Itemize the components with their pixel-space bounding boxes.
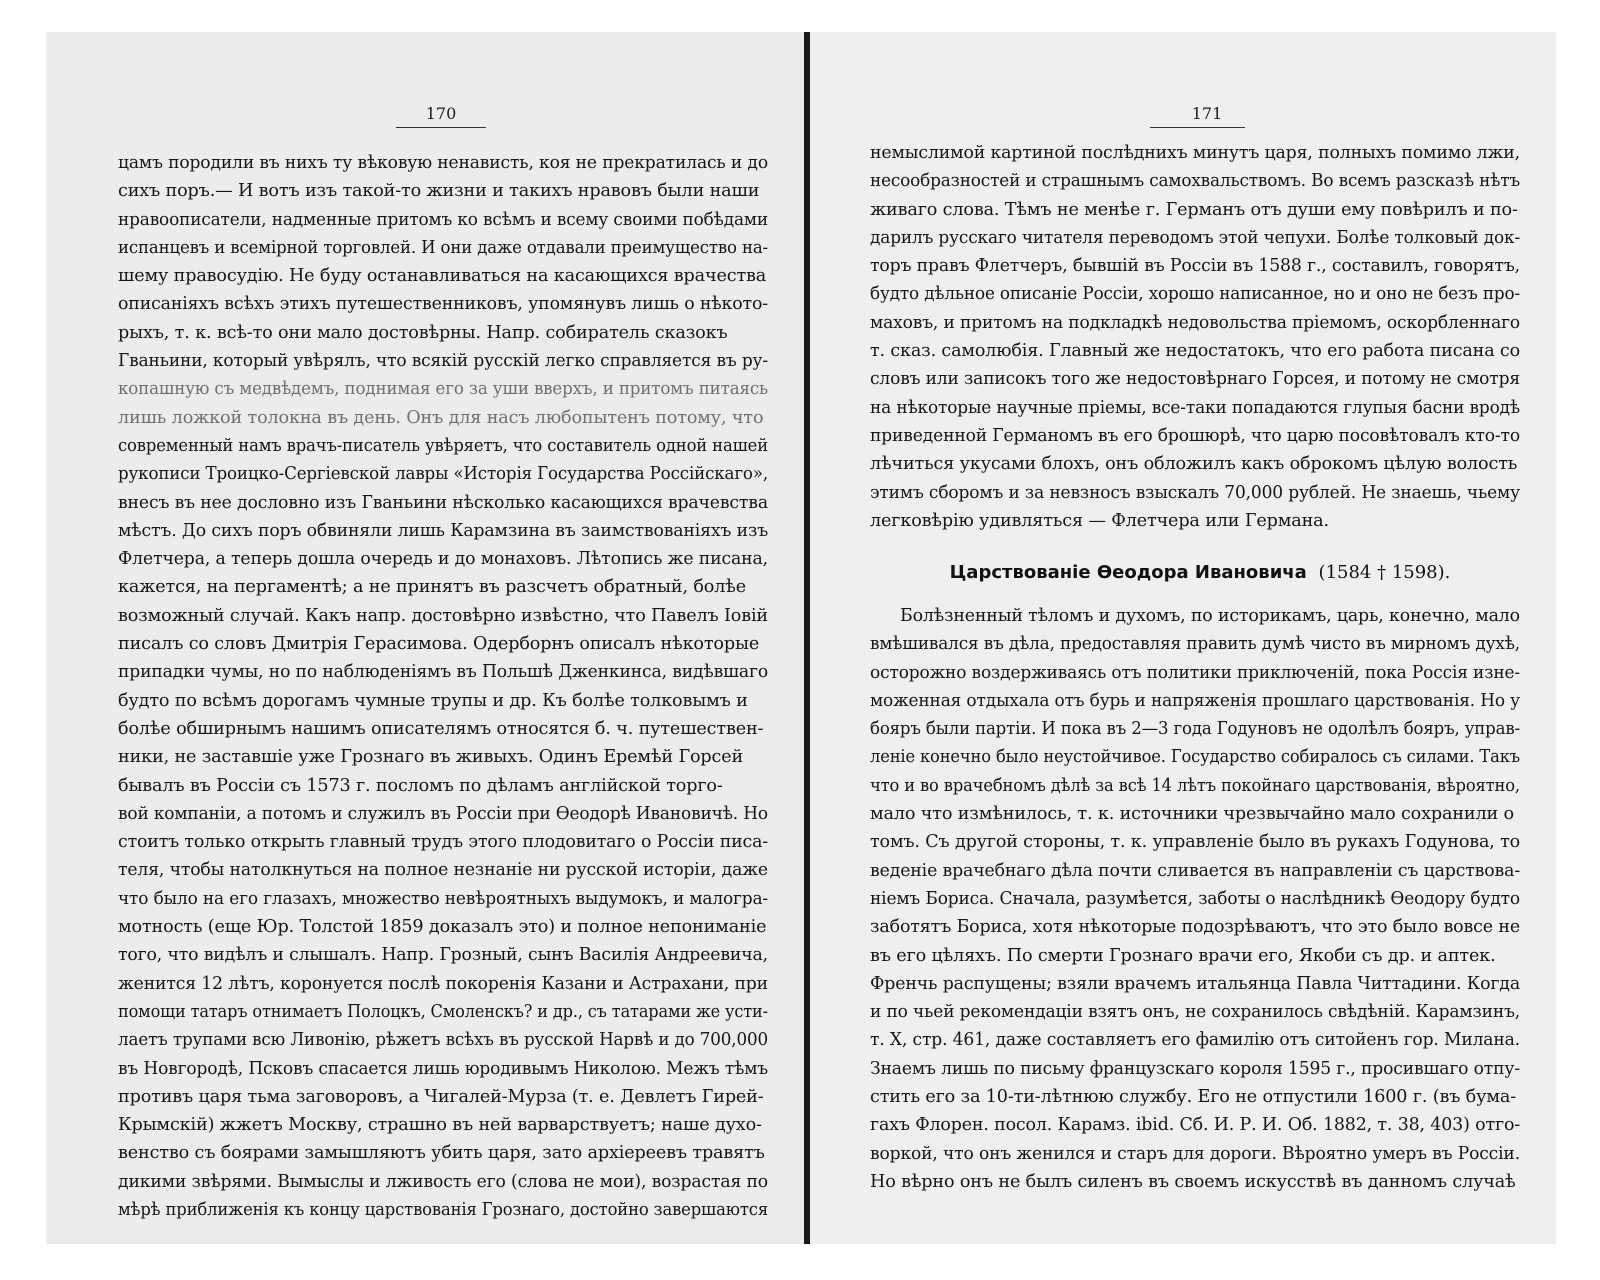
text-line: словъ или записокъ того же недостовѣрнаго Горсея, и потому не смотря	[870, 369, 1520, 390]
text-line: ники, не заставшіе уже Грознаго въ живыхъ. Одинъ Еремѣй Горсей	[118, 747, 744, 768]
text-line: въ его цѣляхъ. По смерти Грознаго врачи его, Якоби съ др. и аптек.	[870, 945, 1496, 966]
text-line: торъ правъ Флетчеръ, бывшій въ Россіи въ 1588 г., составилъ, говорятъ,	[870, 256, 1520, 277]
text-line: припадки чумы, но по наблюденіямъ въ Польшѣ Дженкинса, видѣвшаго	[118, 662, 769, 683]
section-heading-dates: (1584 † 1598).	[1318, 562, 1451, 583]
book-scan	[46, 32, 1556, 1244]
right-page	[810, 32, 1556, 1244]
text-line: что и во врачебномъ дѣлѣ за всѣ 14 лѣтъ покойнаго царствованія, вѣроятно,	[870, 775, 1520, 796]
text-line: кажется, на пергаментѣ; а не принятъ въ разсчетъ обратный, болѣе	[118, 577, 746, 598]
text-line: нравоописатели, надменные притомъ ко всѣмъ и всему своими побѣдами	[118, 209, 769, 230]
text-line: венство съ боярами замышляютъ убить царя, зато архіереевъ травятъ	[118, 1143, 765, 1164]
text-line: помощи татаръ отнимаетъ Полоцкъ, Смоленскъ? и др., съ татарами же усти-	[118, 1001, 768, 1022]
text-line: лаетъ трупами всю Ливонію, рѣжетъ всѣхъ въ русской Нарвѣ и до 700,000	[118, 1030, 768, 1051]
text-line: Флетчера, а теперь дошла очередь и до монаховъ. Лѣтопись же писана,	[118, 549, 769, 570]
text-line: дарилъ русскаго читателя переводомъ этой чепухи. Болѣе толковый док-	[870, 227, 1521, 248]
left-page-text	[118, 149, 768, 1224]
text-line: бывалъ въ Россіи съ 1573 г. посломъ по дѣламъ англійской торго-	[118, 775, 723, 796]
text-line: вмѣшивался въ дѣла, предоставляя править думѣ чисто въ мирномъ духѣ,	[870, 634, 1521, 655]
text-line: моженная отдыхала отъ бурь и напряженія прошлаго царствованія. Но у	[870, 690, 1521, 711]
text-line: томъ. Съ другой стороны, т. к. управленіе было въ рукахъ Годунова, то	[870, 832, 1521, 853]
section-heading	[880, 562, 1520, 583]
text-line: мѣрѣ приближенія къ концу царствованія Грознаго, достойно завершаются	[118, 1199, 769, 1220]
text-line: Френчь распущены; взяли врачемъ итальянца Павла Читтадини. Когда	[870, 973, 1521, 994]
text-line: противъ царя тьма заговоровъ, а Чигалей-Мурза (т. е. Девлетъ Гирей-	[118, 1086, 764, 1107]
text-line: того, что видѣлъ и слышалъ. Напр. Грозный, сынъ Василія Андреевича,	[118, 945, 769, 966]
text-line: мало что измѣнилось, т. к. источники чрезвычайно мало сохранили о	[870, 804, 1514, 825]
page-number: 170	[425, 104, 457, 123]
text-line: живаго слова. Тѣмъ не менѣе г. Германъ отъ души ему повѣрилъ и по-	[870, 199, 1518, 220]
text-line: бояръ были партіи. И пока въ 2—3 года Годуновъ не одолѣлъ бояръ, управ-	[870, 719, 1520, 740]
text-line: болѣе обширнымъ нашимъ описателямъ относятся б. ч. путешествен-	[118, 718, 764, 739]
text-line: сихъ поръ.— И вотъ изъ такой-то жизни и такихъ нравовъ были наши	[118, 181, 760, 202]
text-line: лишь ложкой толокна въ день. Онъ для насъ любопытенъ потому, что	[118, 407, 764, 428]
text-line: испанцевъ и всемірной торговлей. И они даже отдавали преимущество на-	[118, 237, 769, 258]
text-line: веденіе врачебнаго дѣла почти сливается въ направленіи съ царствова-	[870, 860, 1521, 881]
text-line: легковѣрію удивляться — Флетчера или Германа.	[870, 510, 1329, 531]
text-line: вой компаніи, а потомъ и служилъ въ Россіи при Ѳеодорѣ Ивановичѣ. Но	[118, 803, 768, 824]
page-number-rule	[1150, 127, 1245, 128]
text-line: лѣчиться укусами блохъ, онъ обложилъ какъ оброкомъ цѣлую волость	[870, 454, 1518, 475]
left-page	[46, 32, 804, 1244]
text-line: стить его за 10-ти-лѣтнюю службу. Его не отпустили 1600 г. (въ бума-	[870, 1087, 1516, 1108]
text-line: шему правосудію. Не буду останавливаться на касающихся врачества	[118, 266, 767, 287]
text-line: современный намъ врачъ-писатель увѣряетъ, что составитель одной нашей	[118, 435, 769, 456]
text-line: Но вѣрно онъ не былъ силенъ въ своемъ искусствѣ въ данномъ случаѣ	[870, 1171, 1516, 1192]
text-line: дикими звѣрями. Вымыслы и лживость его (слова не мои), возрастая по	[118, 1171, 768, 1192]
text-line: заботятъ Бориса, хотя нѣкоторые подозрѣваютъ, что это было вовсе не	[870, 917, 1521, 938]
right-page-text-before-heading	[870, 139, 1520, 535]
text-line: копашную съ медвѣдемъ, поднимая его за уши вверхъ, и притомъ питаясь	[118, 379, 768, 400]
text-line: стоитъ только открыть главный трудъ этого плодовитаго о Россіи писа-	[118, 832, 768, 853]
text-line: въ Новгородѣ, Псковъ спасается лишь юродивымъ Николою. Межъ тѣмъ	[118, 1058, 769, 1079]
text-line: леніе конечно было неустойчивое. Государство собиралось съ силами. Такъ	[870, 747, 1520, 768]
text-line: и по чьей рекомендаціи взятъ онъ, не сохранилось свѣдѣній. Карамзинъ,	[870, 1002, 1521, 1023]
text-line: гахъ Флорен. посол. Карамз. ibid. Сб. И. Р. И. Об. 1882, т. 38, 403) отго-	[870, 1115, 1521, 1136]
text-line: будто по всѣмъ дорогамъ чумные трупы и др. Къ болѣе толковымъ и	[118, 690, 748, 711]
text-line: рукописи Троицко-Сергіевской лавры «Исторія Государства Россійскаго»,	[118, 464, 769, 485]
text-line: описаніяхъ всѣхъ этихъ путешественниковъ, упомянувъ лишь о нѣкото-	[118, 294, 768, 315]
text-line: т. X, стр. 461, даже составляетъ его фамилію отъ ситойенъ гор. Милана.	[870, 1030, 1520, 1051]
text-line: немыслимой картиной послѣднихъ минутъ царя, полныхъ помимо лжи,	[870, 143, 1521, 163]
text-line: что было на его глазахъ, множество невѣроятныхъ выдумокъ, и малогра-	[118, 888, 769, 909]
text-line: возможный случай. Какъ напр. достовѣрно извѣстно, что Павелъ Іовій	[118, 605, 768, 626]
text-line: Крымскій) жжетъ Москву, страшно въ ней варварствуетъ; наше духо-	[118, 1115, 762, 1136]
text-line: несообразностей и страшнымъ самохвальствомъ. Во всемъ разсказѣ нѣтъ	[870, 171, 1520, 192]
text-line: будто дѣльное описаніе Россіи, хорошо написанное, но и оно не безъ про-	[870, 284, 1521, 305]
text-line: этимъ сборомъ и за невзносъ взыскалъ 70,000 рублей. Не знаешь, чьему	[870, 482, 1521, 503]
right-page-text-after-heading	[870, 602, 1550, 1196]
text-line: на нѣкоторые научные пріемы, все-таки попадаются глупыя басни вродѣ	[870, 397, 1520, 418]
text-line: Болѣзненный тѣломъ и духомъ, по историкамъ, царь, конечно, мало	[900, 606, 1520, 626]
text-line: приведенной Германомъ въ его брошюрѣ, что царю посовѣтовалъ кто-то	[870, 425, 1521, 446]
page-number: 171	[1191, 104, 1223, 123]
text-line: осторожно воздерживаясь отъ политики приключеній, пока Россія изне-	[870, 662, 1521, 683]
text-line: Гваньини, который увѣрялъ, что всякій русскій легко справляется въ ру-	[118, 351, 769, 372]
text-line: мотность (еще Юр. Толстой 1859 доказалъ это) и полное непониманіе	[118, 917, 767, 938]
text-line: рыхъ, т. к. всѣ-то они мало достовѣрны. Напр. собиратель сказокъ	[118, 322, 728, 343]
text-line: теля, чтобы натолкнуться на полное незнаніе ни русской исторіи, даже	[118, 860, 768, 881]
text-line: писалъ со словъ Дмитрія Герасимова. Одерборнъ описалъ нѣкоторые	[118, 634, 760, 655]
page-number-rule	[396, 127, 486, 128]
section-heading-title: Царствованіе Ѳеодора Ивановича	[949, 562, 1307, 583]
text-line: женится 12 лѣтъ, коронуется послѣ покоренія Казани и Астрахани, при	[118, 973, 768, 994]
text-line: ніемъ Бориса. Сначала, разумѣется, заботы о наслѣдникѣ Ѳеодору будто	[870, 888, 1521, 909]
text-line: Знаемъ лишь по письму французскаго короля 1595 г., просившаго отпу-	[870, 1058, 1520, 1079]
text-line: воркой, что онъ женился и старъ для дороги. Вѣроятно умеръ въ Россіи.	[870, 1143, 1521, 1164]
text-line: внесъ въ нее дословно изъ Гваньини нѣсколько касающихся врачевства	[118, 492, 768, 513]
text-line: мѣстъ. До сихъ поръ обвиняли лишь Карамзина въ заимствованіяхъ изъ	[118, 520, 769, 541]
text-line: цамъ породили въ нихъ ту вѣковую ненависть, коя не прекратилась и до	[118, 153, 768, 173]
text-line: маховъ, и притомъ на подкладкѣ недовольства пріемомъ, оскорбленнаго	[870, 312, 1521, 333]
text-line: т. сказ. самолюбія. Главный же недостатокъ, что его работа писана со	[870, 341, 1521, 362]
